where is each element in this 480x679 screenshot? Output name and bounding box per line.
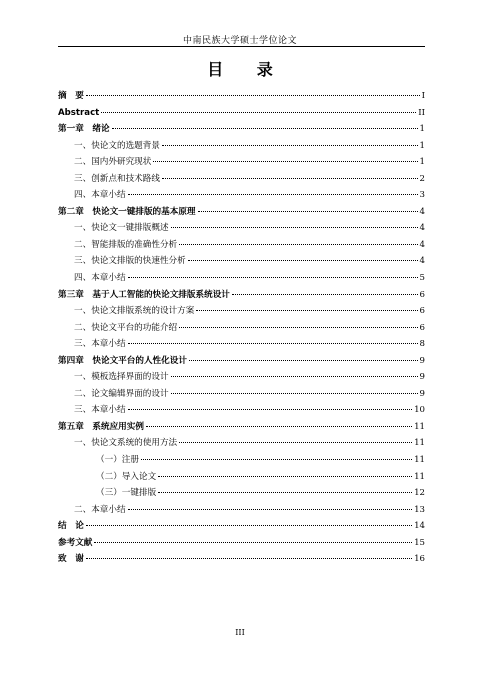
toc-entry[interactable] xyxy=(58,435,425,452)
toc-entry-page: 9 xyxy=(419,355,425,366)
toc-entry-page: 4 xyxy=(419,223,425,234)
toc-entry-page: 11 xyxy=(414,438,425,449)
toc-entry[interactable] xyxy=(58,452,425,469)
toc-entry-label: 第三章 基于人工智能的快论文排版系统设计 xyxy=(58,289,230,300)
toc-entry-label: 三、创新点和技术路线 xyxy=(74,173,160,184)
toc-entry[interactable] xyxy=(58,204,425,221)
dot-leader xyxy=(86,525,412,526)
toc-entry-page: 12 xyxy=(414,488,425,499)
toc-entry-label: 四、本章小结 xyxy=(74,273,126,284)
dot-leader xyxy=(128,409,412,410)
toc-entry-label: 二、本章小结 xyxy=(74,504,126,515)
dot-leader xyxy=(101,112,416,113)
toc-entry[interactable] xyxy=(58,253,425,270)
toc-entry[interactable] xyxy=(58,220,425,237)
page-title: 目 录 xyxy=(207,60,287,79)
toc-entry-label: 第四章 快论文平台的人性化设计 xyxy=(58,355,187,366)
toc-entry-label: 一、模板选择界面的设计 xyxy=(74,372,169,383)
toc-entry-page: I xyxy=(421,91,425,101)
toc-entry-page: 11 xyxy=(414,421,425,432)
toc-entry[interactable] xyxy=(58,353,425,370)
dot-leader xyxy=(112,128,418,129)
toc-entry-label: 三、快论文排版的快速性分析 xyxy=(74,256,186,267)
toc-entry[interactable] xyxy=(58,237,425,254)
toc-entry[interactable] xyxy=(58,485,425,502)
toc-entry-label: 一、快论文一键排版概述 xyxy=(74,223,169,234)
toc-entry[interactable] xyxy=(58,369,425,386)
toc-entry-label: 参考文献 xyxy=(58,537,93,548)
dot-leader xyxy=(162,178,418,179)
toc-entry-page: 9 xyxy=(419,388,425,399)
toc-entry-label: 三、本章小结 xyxy=(74,339,126,350)
toc-entry-page: 2 xyxy=(419,173,425,184)
toc-entry[interactable] xyxy=(58,402,425,419)
toc-entry-label: 致 谢 xyxy=(58,554,84,565)
dot-leader xyxy=(158,476,412,477)
toc-entry[interactable] xyxy=(58,270,425,287)
toc-entry[interactable] xyxy=(58,303,425,320)
toc-entry[interactable] xyxy=(58,154,425,171)
toc-entry-label: 二、论文编辑界面的设计 xyxy=(74,388,169,399)
dot-leader xyxy=(171,376,418,377)
toc-entry-label: 二、国内外研究现状 xyxy=(74,157,152,168)
dot-leader xyxy=(141,459,412,460)
toc-entry[interactable] xyxy=(58,121,425,138)
running-header: 中南民族大学硕士学位论文 xyxy=(182,36,297,46)
toc-entry-label: （二）导入论文 xyxy=(96,471,157,482)
toc-entry-page: 11 xyxy=(414,471,425,482)
toc-entry[interactable] xyxy=(58,138,425,155)
toc-entry-page: 1 xyxy=(419,124,425,135)
toc-entry-label: 第五章 系统应用实例 xyxy=(58,421,144,432)
page-number: III xyxy=(235,628,245,637)
toc-entry[interactable] xyxy=(58,518,425,535)
dot-leader xyxy=(171,393,418,394)
toc-entry-label: 结 论 xyxy=(58,521,84,532)
toc-entry[interactable] xyxy=(58,551,425,568)
toc-entry-label: （三）一键排版 xyxy=(96,488,157,499)
toc-entry[interactable] xyxy=(58,88,425,105)
toc-entry-label: 一、快论文系统的使用方法 xyxy=(74,438,178,449)
toc-entry-page: 6 xyxy=(419,289,425,300)
toc-entry-label: 一、快论文排版系统的设计方案 xyxy=(74,306,195,317)
toc-entry-page: 11 xyxy=(414,455,425,466)
toc-entry[interactable] xyxy=(58,419,425,436)
toc-entry-page: 4 xyxy=(419,256,425,267)
toc-entry[interactable] xyxy=(58,469,425,486)
dot-leader xyxy=(94,542,412,543)
toc-entry-page: 4 xyxy=(419,206,425,217)
dot-leader xyxy=(179,327,417,328)
dot-leader xyxy=(232,294,418,295)
dot-leader xyxy=(189,360,418,361)
toc-entry-page: 1 xyxy=(419,140,425,151)
dot-leader xyxy=(198,211,418,212)
dot-leader xyxy=(128,194,418,195)
toc-entry-label: Abstract xyxy=(58,107,100,118)
toc-entry-label: 四、本章小结 xyxy=(74,190,126,201)
toc-entry-label: 第一章 绪论 xyxy=(58,124,110,135)
toc-entry-page: 10 xyxy=(414,405,425,416)
toc-entry-page: 15 xyxy=(414,537,425,548)
dot-leader xyxy=(146,426,412,427)
dot-leader xyxy=(188,260,418,261)
dot-leader xyxy=(162,145,418,146)
dot-leader xyxy=(171,227,418,228)
toc-entry-label: 二、智能排版的准确性分析 xyxy=(74,239,178,250)
table-of-contents xyxy=(58,88,425,568)
toc-entry[interactable] xyxy=(58,535,425,552)
toc-entry-page: 13 xyxy=(414,504,425,515)
dot-leader xyxy=(128,509,412,510)
header-divider xyxy=(58,46,425,47)
dot-leader xyxy=(86,558,412,559)
toc-entry[interactable] xyxy=(58,386,425,403)
toc-entry-label: 摘 要 xyxy=(58,91,84,101)
toc-entry[interactable] xyxy=(58,187,425,204)
toc-entry-label: （一）注册 xyxy=(96,455,139,466)
toc-entry-page: 5 xyxy=(419,273,425,284)
toc-entry-page: II xyxy=(418,107,425,118)
dot-leader xyxy=(128,343,418,344)
toc-entry-page: 4 xyxy=(419,239,425,250)
dot-leader xyxy=(158,492,412,493)
toc-entry-page: 3 xyxy=(419,190,425,201)
toc-entry[interactable] xyxy=(58,105,425,122)
toc-entry-label: 二、快论文平台的功能介绍 xyxy=(74,322,178,333)
toc-entry[interactable] xyxy=(58,171,425,188)
dot-leader xyxy=(128,277,418,278)
toc-entry-page: 6 xyxy=(419,322,425,333)
toc-entry-page: 8 xyxy=(419,339,425,350)
toc-entry-label: 第二章 快论文一键排版的基本原理 xyxy=(58,206,196,217)
toc-entry-page: 14 xyxy=(414,521,425,532)
dot-leader xyxy=(179,244,417,245)
toc-entry-page: 1 xyxy=(419,157,425,168)
dot-leader xyxy=(86,95,420,96)
toc-entry[interactable] xyxy=(58,320,425,337)
dot-leader xyxy=(153,161,417,162)
toc-entry[interactable] xyxy=(58,287,425,304)
toc-entry[interactable] xyxy=(58,502,425,519)
dot-leader xyxy=(196,310,417,311)
toc-entry-page: 16 xyxy=(414,554,425,565)
toc-entry[interactable] xyxy=(58,336,425,353)
toc-entry-page: 6 xyxy=(419,306,425,317)
toc-entry-label: 一、快论文的选题背景 xyxy=(74,140,160,151)
dot-leader xyxy=(179,442,412,443)
toc-entry-page: 9 xyxy=(419,372,425,383)
toc-entry-label: 三、本章小结 xyxy=(74,405,126,416)
